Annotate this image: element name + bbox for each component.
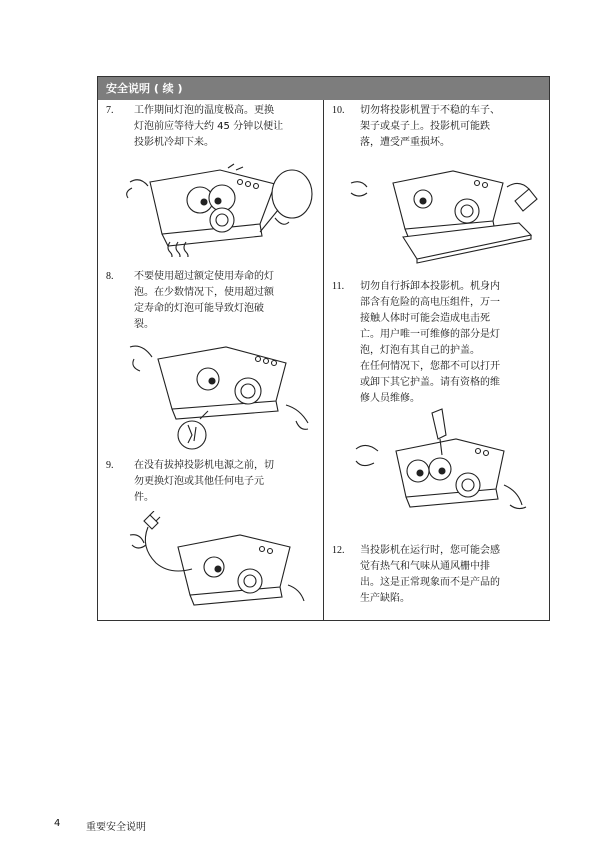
text-line: 投影机冷却下来。 (134, 137, 214, 148)
text-line: 接触人体时可能会造成电击死 (360, 313, 490, 324)
text-line: 工作期间灯泡的温度极高。更换 (134, 105, 274, 116)
item-number: 7. (106, 105, 114, 116)
text-line: 泡，灯泡有其自己的护盖。 (360, 345, 480, 356)
text-line: 落，遭受严重损坏。 (360, 137, 450, 148)
text-line: 不要使用超过额定使用寿命的灯 (134, 271, 274, 282)
text-line: 泡。在少数情况下，使用超过额 (134, 287, 274, 298)
column-divider (323, 100, 324, 621)
item-text (134, 269, 274, 333)
text-line: 勿更换灯泡或其他任何电子元 (134, 476, 264, 487)
item-text (360, 103, 500, 151)
text-line: 架子或桌子上。投影机可能跌 (360, 121, 490, 132)
item-text (134, 103, 283, 151)
text-line: 部含有危险的高电压组件，万一 (360, 297, 500, 308)
safety-table (97, 76, 550, 621)
screwdriver-illustration (346, 405, 536, 525)
broken-lamp-illustration (126, 335, 316, 453)
item-number: 10. (332, 105, 345, 116)
text-line: 灯泡前应等待大约 45 分钟以便让 (134, 121, 284, 132)
text-line: 在没有拔掉投影机电源之前，切 (134, 460, 274, 471)
item-text (134, 458, 274, 506)
item-number: 12. (332, 545, 345, 556)
text-line: 出。这是正常现象而不是产品的 (360, 577, 500, 588)
footer-section-title: 重要安全说明 (86, 822, 146, 833)
falling-projector-illustration (343, 165, 543, 265)
text-line: 定寿命的灯泡可能导致灯泡破 (134, 303, 264, 314)
item-text (360, 543, 500, 607)
text-line: 切勿自行拆卸本投影机。机身内 (360, 281, 500, 292)
text-line: 裂。 (134, 319, 154, 330)
text-line: 生产缺陷。 (360, 593, 410, 604)
item-number: 9. (106, 460, 114, 471)
text-line: 件。 (134, 492, 154, 503)
hot-lamp-illustration (110, 162, 315, 257)
unplug-illustration (120, 511, 310, 611)
text-line: 觉有热气和气味从通风栅中排 (360, 561, 490, 572)
page-number: 4 (54, 818, 61, 829)
text-line: 亡。用户唯一可维修的部分是灯 (360, 329, 500, 340)
text-line: 或卸下其它护盖。请有资格的维 (360, 377, 500, 388)
item-number: 8. (106, 271, 114, 282)
text-line: 切勿将投影机置于不稳的车子、 (360, 105, 500, 116)
text-line: 修人员维修。 (360, 393, 420, 404)
text-line: 在任何情况下，您都不可以打开 (360, 361, 500, 372)
table-header: 安全说明 ( 续 ) (98, 77, 549, 100)
text-line: 当投影机在运行时，您可能会感 (360, 545, 500, 556)
item-number: 11. (332, 281, 345, 292)
item-text (360, 279, 500, 407)
